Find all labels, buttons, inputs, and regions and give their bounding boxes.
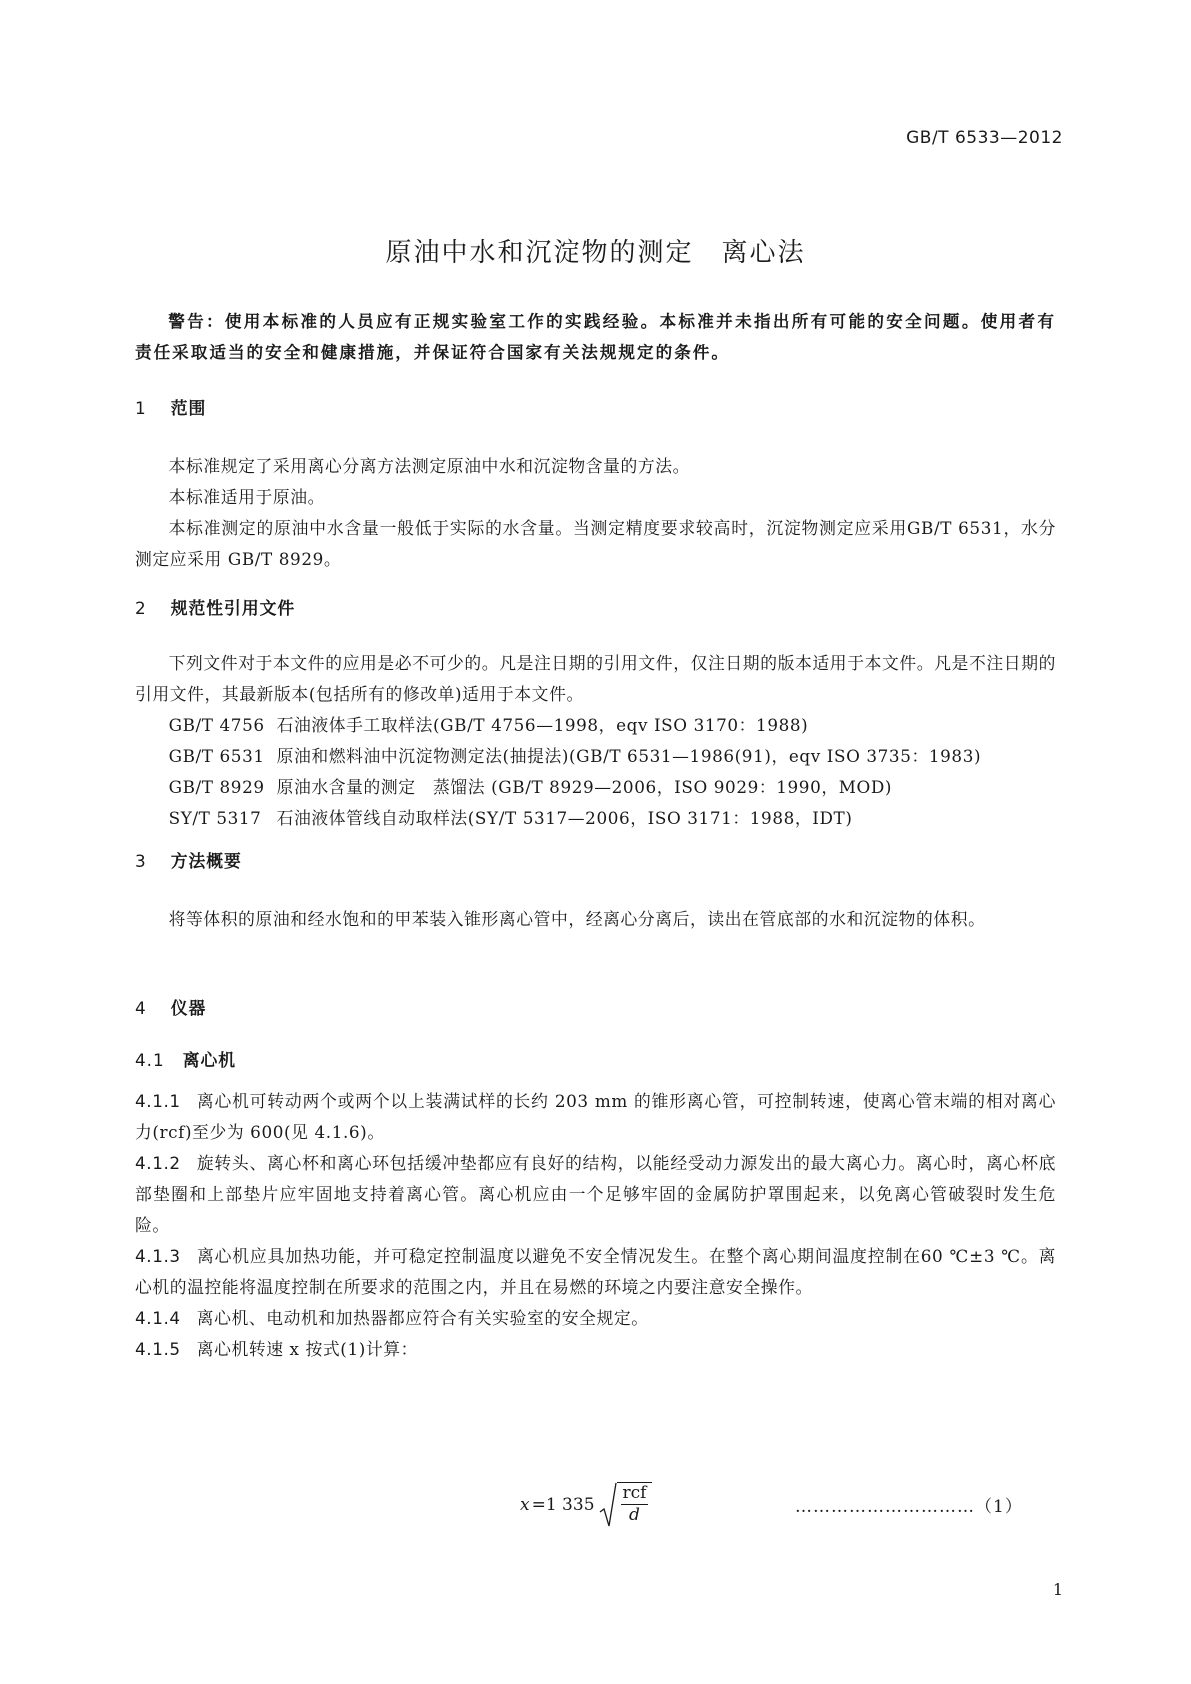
section-3-body: 将等体积的原油和经水饱和的甲苯装入锥形离心管中，经离心分离后，读出在管底部的水和沉淀物的体积。 — [168, 909, 986, 929]
reference-title: 石油液体管线自动取样法(SY/T 5317—2006，ISO 3171：1988，IDT) — [276, 808, 853, 828]
section-number: 3 — [135, 851, 147, 871]
reference-item — [135, 772, 1056, 803]
fraction-denominator: d — [629, 1505, 640, 1525]
section-title: 方法概要 — [170, 851, 242, 871]
reference-title: 石油液体手工取样法(GB/T 4756—1998，eqv ISO 3170：1988) — [276, 715, 809, 735]
page-title: 原油中水和沉淀物的测定 离心法 — [385, 238, 806, 268]
reference-code: SY/T 5317 — [168, 808, 262, 828]
reference-item — [135, 803, 1056, 834]
reference-item — [135, 710, 1056, 741]
clause — [135, 1241, 1056, 1303]
clause — [135, 1303, 1056, 1334]
section-title: 规范性引用文件 — [170, 598, 296, 618]
standard-code: GB/T 6533—2012 — [906, 128, 1063, 148]
reference-title: 原油和燃料油中沉淀物测定法(抽提法)(GB/T 6531—1986(91)，eqv ISO 3735：1983) — [276, 746, 982, 766]
fraction-numerator: rcf — [622, 1483, 647, 1503]
radical-sign-icon — [599, 1482, 617, 1528]
reference-item — [135, 741, 1056, 772]
formula-equals: =1 335 — [531, 1495, 595, 1515]
clause-text: 离心机转速 x 按式(1)计算： — [196, 1339, 419, 1359]
equation-number: …………………………（1） — [795, 1497, 1023, 1517]
section-2-heading — [135, 595, 295, 619]
paragraph: 本标准适用于原油。 — [168, 487, 326, 507]
clause — [135, 1148, 1056, 1241]
section-number: 1 — [135, 398, 147, 418]
fraction — [617, 1482, 653, 1528]
reference-code: GB/T 8929 — [168, 777, 265, 797]
paragraph: 本标准规定了采用离心分离方法测定原油中水和沉淀物含量的方法。 — [168, 456, 691, 476]
clause-text: 旋转头、离心杯和离心环包括缓冲垫都应有良好的结构，以能经受动力源发出的最大离心力。离心时，离心杯底部垫圈和上部垫片应牢固地支持着离心管。离心机应由一个足够牢固的金属防护罩围起来，以免离心管破裂时发生危险。 — [135, 1153, 1056, 1235]
formula-1 — [520, 1482, 652, 1528]
clause-number: 4.1.4 — [135, 1308, 181, 1328]
clause-text: 离心机应具加热功能，并可稳定控制温度以避免不安全情况发生。在整个离心期间温度控制在60 ℃±3 ℃。离心机的温控能将温度控制在所要求的范围之内，并且在易燃的环境之内要注意安全操作。 — [135, 1246, 1056, 1297]
section-number: 4 — [135, 998, 147, 1018]
paragraph: 本标准测定的原油中水含量一般低于实际的水含量。当测定精度要求较高时，沉淀物测定应采用GB/T 6531，水分测定应采用 GB/T 8929。 — [135, 518, 1056, 569]
clause-number: 4.1.5 — [135, 1339, 181, 1359]
section-title: 范围 — [170, 398, 207, 418]
square-root — [599, 1482, 653, 1528]
section-1-body — [135, 451, 1056, 575]
section-4-body — [135, 1086, 1056, 1365]
reference-code: GB/T 4756 — [168, 715, 265, 735]
paragraph: 下列文件对于本文件的应用是必不可少的。凡是注日期的引用文件，仅注日期的版本适用于本文件。凡是不注日期的引用文件，其最新版本(包括所有的修改单)适用于本文件。 — [135, 653, 1056, 704]
section-3-heading — [135, 848, 242, 872]
clause — [135, 1086, 1056, 1148]
warning-paragraph: 警告：使用本标准的人员应有正规实验室工作的实践经验。本标准并未指出所有可能的安全问题。使用者有责任采取适当的安全和健康措施，并保证符合国家有关法规规定的条件。 — [135, 312, 1056, 362]
clause-text: 离心机可转动两个或两个以上装满试样的长约 203 mm 的锥形离心管，可控制转速，使离心管末端的相对离心力(rcf)至少为 600(见 4.1.6)。 — [135, 1091, 1056, 1142]
subsection-4-1-heading — [135, 1047, 236, 1071]
section-4-heading — [135, 995, 206, 1019]
section-1-heading — [135, 395, 206, 419]
clause — [135, 1334, 1056, 1365]
clause-text: 离心机、电动机和加热器都应符合有关实验室的安全规定。 — [196, 1308, 649, 1328]
page-number: 1 — [1052, 1580, 1063, 1599]
section-title: 仪器 — [170, 998, 207, 1018]
clause-number: 4.1.3 — [135, 1246, 181, 1266]
reference-title: 原油水含量的测定 蒸馏法 (GB/T 8929—2006，ISO 9029：1990，MOD) — [276, 777, 893, 797]
section-2-body — [135, 648, 1056, 834]
formula-variable: x — [520, 1495, 530, 1515]
clause-number: 4.1.1 — [135, 1091, 181, 1111]
subsection-number: 4.1 — [135, 1050, 165, 1070]
section-number: 2 — [135, 598, 147, 618]
subsection-title: 离心机 — [182, 1050, 237, 1070]
reference-code: GB/T 6531 — [168, 746, 265, 766]
clause-number: 4.1.2 — [135, 1153, 181, 1173]
